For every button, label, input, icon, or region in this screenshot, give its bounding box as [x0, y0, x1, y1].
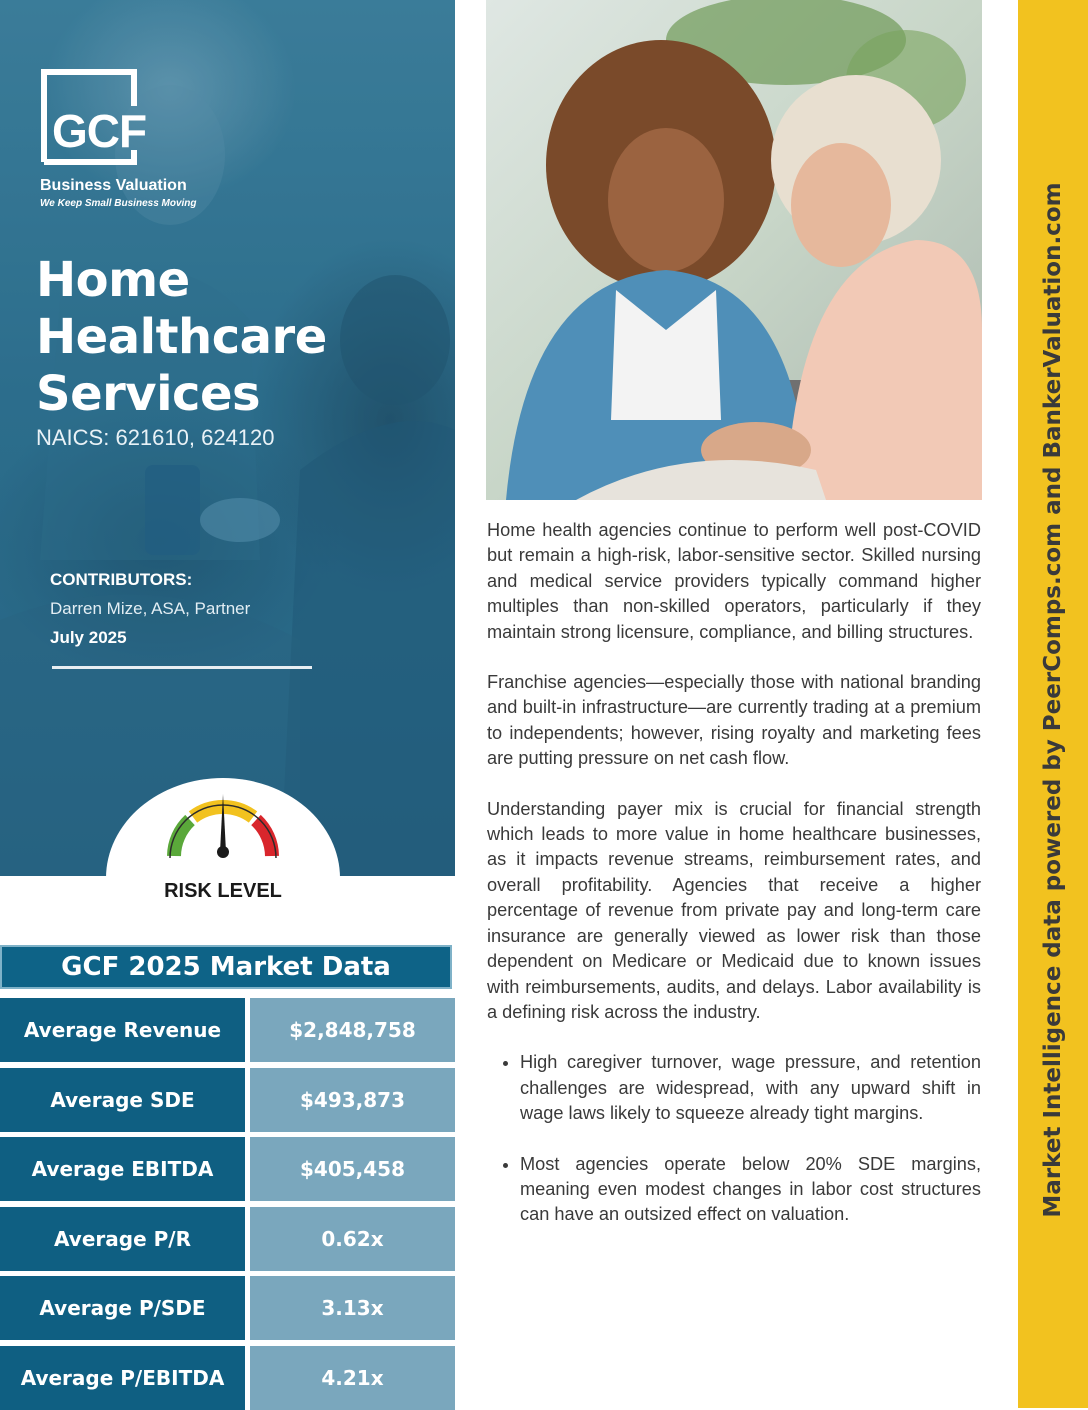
- metric-label: Average SDE: [0, 1068, 245, 1132]
- metric-value: $405,458: [250, 1137, 455, 1201]
- market-data-row: [0, 1346, 455, 1410]
- metric-label: Average P/SDE: [0, 1276, 245, 1340]
- gcf-logo-text: GCF: [52, 105, 147, 157]
- market-data-row: [0, 998, 455, 1062]
- bullet-item: • Most agencies operate below 20% SDE margins, meaning even modest changes in labor cost structures can have an outsized effect on valuation.: [520, 1152, 981, 1228]
- caregiver-photo: [486, 0, 982, 500]
- metric-value: 0.62x: [250, 1207, 455, 1271]
- paragraph: Franchise agencies—especially those with national branding and built-in infrastructure—are currently trading at a premium to independents; however, rising royalty and marketing fees are putting pressure on net cash flow.: [487, 672, 981, 769]
- contributors-heading: CONTRIBUTORS:: [50, 570, 193, 589]
- naics-codes: NAICS: 621610, 624120: [36, 425, 275, 450]
- report-date: July 2025: [50, 628, 127, 647]
- metric-value: 3.13x: [250, 1276, 455, 1340]
- metric-label: Average P/EBITDA: [0, 1346, 245, 1410]
- market-data-row: [0, 1207, 455, 1271]
- contributor-name: Darren Mize, ASA, Partner: [50, 599, 251, 618]
- bullet-list: [487, 1050, 981, 1227]
- hero-panel: [0, 0, 455, 876]
- sidebar-credit: Market Intelligence data powered by PeerComps.com and BankerValuation.com: [1040, 182, 1066, 1218]
- market-data-title: GCF 2025 Market Data: [0, 945, 452, 989]
- risk-level-label: RISK LEVEL: [164, 880, 282, 902]
- brand-tagline: We Keep Small Business Moving: [40, 198, 197, 209]
- market-data-row: [0, 1276, 455, 1340]
- metric-value: $493,873: [250, 1068, 455, 1132]
- page-title: Home Healthcare Services: [36, 252, 327, 422]
- bullet-item: • High caregiver turnover, wage pressure, and retention challenges are widespread, with any upward shift in wage laws likely to squeeze already tight margins.: [520, 1050, 981, 1126]
- divider: [52, 666, 312, 669]
- paragraph: Understanding payer mix is crucial for financial strength which leads to more value in home healthcare businesses, as it impacts revenue streams, reimbursement rates, and overall profitability. Agencies that receive a higher percentage of revenue from private pay and long-term care insurance are generally viewed as lower risk than those dependent on Medicare or Medicaid due to known issues with reimbursements, audits, and delays. Labor availability is a defining risk across the industry.: [487, 798, 981, 1022]
- risk-gauge: [106, 772, 340, 878]
- metric-label: Average P/R: [0, 1207, 245, 1271]
- metric-label: Average EBITDA: [0, 1137, 245, 1201]
- market-data-row: [0, 1068, 455, 1132]
- market-data-row: [0, 1137, 455, 1201]
- article-body: [487, 518, 981, 1253]
- brand-name: Business Valuation: [40, 177, 187, 194]
- metric-label: Average Revenue: [0, 998, 245, 1062]
- metric-value: $2,848,758: [250, 998, 455, 1062]
- paragraph: Home health agencies continue to perform well post-COVID but remain a high-risk, labor-sensitive sector. Skilled nursing and medical service providers typically command higher multiples than non-skilled operators, particularly if they maintain strong licensure, compliance, and billing structures.: [487, 520, 981, 642]
- metric-value: 4.21x: [250, 1346, 455, 1410]
